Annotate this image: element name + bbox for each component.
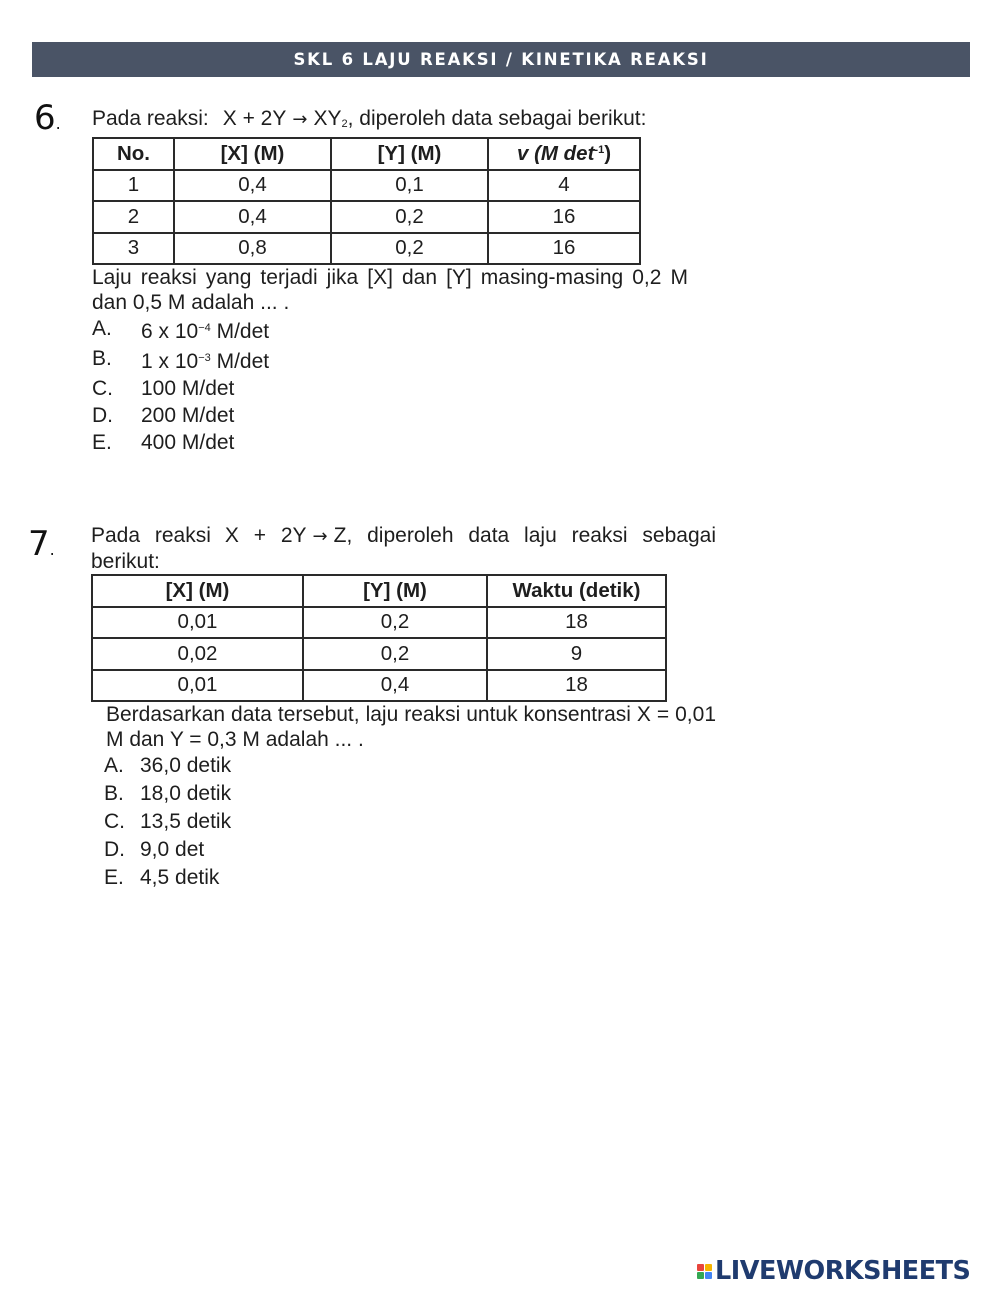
table-cell: 0,2 xyxy=(303,607,487,639)
page-title: SKL 6 LAJU REAKSI / KINETIKA REAKSI xyxy=(293,50,709,69)
table-header-row xyxy=(93,138,640,170)
question-6-options xyxy=(92,315,688,456)
table-cell: 18 xyxy=(487,670,666,702)
table-header-cell: Waktu (detik) xyxy=(487,575,666,607)
option-d[interactable]: D. 200 M/det xyxy=(92,404,235,427)
table-cell: 16 xyxy=(488,233,640,265)
table-cell: 3 xyxy=(93,233,174,265)
arrow-icon: → xyxy=(292,109,308,130)
question-7-number: 7. xyxy=(28,524,55,564)
table-cell: 1 xyxy=(93,170,174,202)
question-7-options xyxy=(91,752,716,892)
table-cell: 9 xyxy=(487,638,666,670)
table-cell: 0,01 xyxy=(92,607,303,639)
question-7-data-table xyxy=(91,574,667,702)
table-cell: 0,02 xyxy=(92,638,303,670)
table-cell: 18 xyxy=(487,607,666,639)
table-cell: 0,2 xyxy=(331,233,488,265)
table-cell: 4 xyxy=(488,170,640,202)
option-a[interactable]: A. 36,0 detik xyxy=(104,754,232,777)
logo-text: LIVEWORKSHEETS xyxy=(715,1256,971,1286)
table-cell: 16 xyxy=(488,201,640,233)
question-7-stem: Pada reaksi X + 2Y → Z, diperoleh data laju reaksi sebagai berikut: xyxy=(91,524,716,573)
table-header-cell: v (M $\det^{-1}$) xyxy=(488,138,640,170)
table-row xyxy=(92,607,666,639)
option-e[interactable]: E. 4,5 detik xyxy=(104,866,220,889)
option-c[interactable]: C. 13,5 detik xyxy=(104,810,232,833)
table-header-cell: [X] (M) xyxy=(174,138,331,170)
table-cell: 0,4 xyxy=(303,670,487,702)
option-b[interactable]: B. 1 x $10^{-3}$ M/det xyxy=(92,347,270,373)
table-row xyxy=(93,170,640,202)
question-6-number: 6. xyxy=(34,98,61,138)
table-row xyxy=(92,670,666,702)
table-row xyxy=(92,638,666,670)
question-6-prompt: Laju reaksi yang terjadi jika [X] dan [Y] masing-masing 0,2 M dan 0,5 M adalah ... . xyxy=(92,266,688,314)
table-header-cell: [X] (M) xyxy=(92,575,303,607)
option-d[interactable]: D. 9,0 det xyxy=(104,838,205,861)
page-header-bar xyxy=(32,42,970,77)
question-6-data-table xyxy=(92,137,641,265)
table-row xyxy=(93,233,640,265)
liveworksheets-logo[interactable] xyxy=(697,1256,970,1286)
table-row xyxy=(93,201,640,233)
question-7 xyxy=(91,523,716,892)
table-cell: 0,1 xyxy=(331,170,488,202)
question-7-prompt: Berdasarkan data tersebut, laju reaksi untuk konsentrasi X = 0,01 M dan Y = 0,3 M adalah ... . xyxy=(106,703,716,751)
question-6 xyxy=(92,106,688,456)
table-cell: 0,4 xyxy=(174,170,331,202)
table-cell: 0,8 xyxy=(174,233,331,265)
option-e[interactable]: E. 400 M/det xyxy=(92,431,235,454)
table-cell: 2 xyxy=(93,201,174,233)
arrow-icon: → xyxy=(312,526,328,547)
table-header-row xyxy=(92,575,666,607)
question-6-stem: Pada reaksi: $X + 2Y \to XY_2$, diperoleh data sebagai berikut: xyxy=(92,107,647,130)
table-cell: 0,4 xyxy=(174,201,331,233)
table-cell: 0,2 xyxy=(303,638,487,670)
option-b[interactable]: B. 18,0 detik xyxy=(104,782,232,805)
table-header-cell: [Y] (M) xyxy=(331,138,488,170)
table-cell: 0,2 xyxy=(331,201,488,233)
option-a[interactable]: A. 6 x $10^{-4}$ M/det xyxy=(92,317,270,343)
logo-mark-icon xyxy=(697,1264,712,1279)
option-c[interactable]: C. 100 M/det xyxy=(92,377,235,400)
table-header-cell: [Y] (M) xyxy=(303,575,487,607)
table-cell: 0,01 xyxy=(92,670,303,702)
table-header-cell: No. xyxy=(93,138,174,170)
